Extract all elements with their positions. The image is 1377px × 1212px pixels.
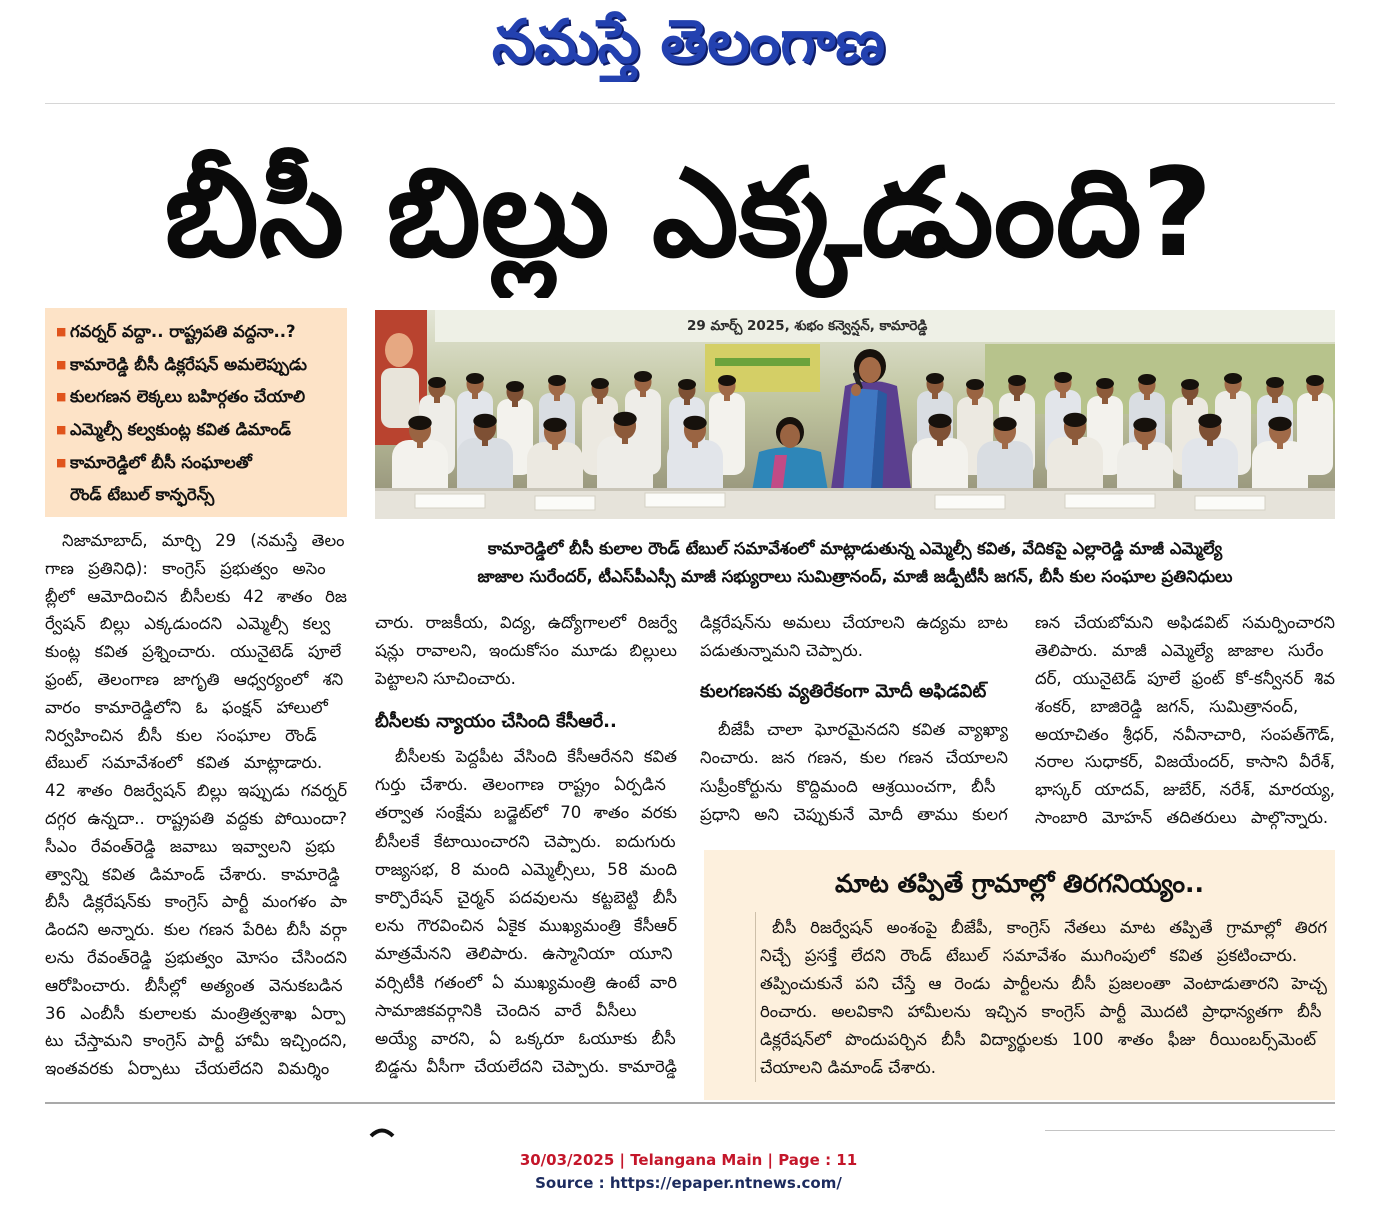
text-line: 36 ఎంబీసీ కులాలకు మంత్రిత్వశాఖ ఏర్పా: [45, 1003, 346, 1023]
text-line: తప్పించుకునే పని చేస్తే ఆ రెండు పార్టీలను బీసీ ప్రజలంతా వెంటాడుతారని హెచ్చ: [760, 974, 1327, 993]
text-line: బీసీలకు పెద్దపీట వేసింది కేసీఆరేనని కవిత: [395, 747, 677, 766]
text-line: బీసీ డిక్లరేషన్‌కు కాంగ్రెస్ పార్టీ మంగళం పా: [45, 892, 347, 912]
footer-edition-line: 30/03/2025 | Telangana Main | Page : 11: [519, 1151, 858, 1169]
photo-banner-text: 29 మార్చ్ 2025, శుభం కన్వెన్షన్, కామారెడ్డి: [687, 318, 928, 334]
text-line: శంకర్, బాజిరెడ్డి జగన్, సుమిత్రానంద్,: [1035, 696, 1299, 716]
sidebar-text: [760, 914, 1327, 1082]
photo-backdrop-panel-stripe: [715, 358, 810, 366]
article-column-2-top: [375, 609, 677, 693]
photo-person-hair: [1181, 379, 1199, 390]
top-divider: [45, 103, 1335, 104]
photo-person-hair: [1198, 414, 1221, 428]
photo-person-hair: [506, 381, 524, 392]
caption-line: జాజాల సురేందర్, టీఎస్‌పీఎస్సీ మాజీ సభ్యురాలు సుమిత్రానంద్, మాజీ జడ్పీటీసీ జగన్, బీసీ కుల సంఘాల ప్రతినిధులు: [477, 567, 1233, 586]
sidebar-box: [704, 850, 1335, 1100]
square-bullet-icon: [56, 319, 68, 345]
article-column-2-bottom: [375, 743, 677, 1081]
speaker-hand: [851, 384, 861, 396]
photo-paper: [1065, 494, 1155, 508]
next-article-divider: [1045, 1130, 1335, 1131]
photo-table-edge: [375, 488, 1335, 491]
cropped-glyph-fragment: [368, 1124, 396, 1138]
text-line: ఆరోపించారు. బీసీల్లో అత్యంత వెనుకబడిన: [45, 975, 343, 995]
highlight-text: కామారెడ్డిలో బీసీ సంఘాలతో: [70, 453, 252, 472]
square-bullet-icon: [56, 352, 68, 378]
text-line: టేబుల్ సమావేశంలో కవిత మాట్లాడారు.: [45, 753, 323, 773]
highlights-box: [45, 308, 347, 517]
text-line: బీసీ రిజర్వేషన్ అంశంపై బీజేపీ, కాంగ్రెస్ నేతలు మాట తప్పితే గ్రామాల్లో తిరగ: [772, 918, 1327, 937]
photo-person-hair: [473, 414, 496, 428]
photo-person-hair: [466, 373, 484, 384]
text-line: దర్, యునైటెడ్ పూలే ఫ్రంట్ కో-కన్వీనర్ శివ: [1035, 668, 1335, 688]
highlight-item-continuation: [45, 482, 347, 508]
photo-person-hair: [1266, 377, 1284, 388]
text-line: కుంట్ల కవిత ప్రశ్నించారు. యునైటెడ్ పూలే: [45, 642, 342, 662]
text-line: ప్రధాని అని చెప్పుకునే మోదీ తాము కులగ: [700, 804, 1008, 824]
photo-person-hair: [1268, 417, 1291, 431]
masthead-logo: నమస్తే తెలంగాణ: [491, 7, 886, 77]
text-line: గుర్తు చేశారు. తెలంగాణ రాష్ట్రం ఏర్పడిన: [375, 775, 666, 795]
text-line: సుప్రీంకోర్టును కొద్దిమంది ఆశ్రయించగా, బీసీ: [700, 776, 996, 796]
text-line: పెట్టాలని సూచించారు.: [375, 669, 516, 688]
photo-table: [375, 488, 1335, 519]
photo-person-hair: [591, 378, 609, 389]
text-line: లను రేవంత్‌రెడ్డి ప్రభుత్వం మోసం చేసిందని: [45, 947, 347, 967]
highlight-item: [45, 352, 347, 378]
photo-person-hair: [613, 412, 636, 426]
sidebar-title: మాట తప్పితే గ్రామాల్లో తిరగనియ్యం..: [834, 869, 1204, 898]
highlight-item: [45, 450, 347, 476]
text-line: బీజేపీ చాలా ఘోరమైనదని కవిత వ్యాఖ్యా: [718, 720, 1008, 739]
photo-paper: [935, 495, 1005, 509]
photo-person-hair: [1096, 378, 1114, 389]
photo-person-hair: [926, 373, 944, 384]
photo-paper: [645, 493, 725, 507]
highlight-item: [45, 384, 347, 410]
text-line: 42 శాతం రిజర్వేషన్ బిల్లు ఇప్పుడు గవర్నర్: [45, 781, 347, 801]
highlight-text: కులగణన లెక్కలు బహిర్గతం చేయాలి: [70, 387, 306, 406]
photo-paper: [1195, 496, 1265, 510]
highlight-text: రౌండ్ టేబుల్ కాన్ఫరెన్స్: [70, 485, 215, 504]
text-line: గాణ ప్రతినిధి): కాంగ్రెస్ ప్రభుత్వం అసెం: [45, 558, 326, 578]
text-line: తర్వాత సంక్షేమ బడ్జెట్‌లో 70 శాతం వరకు: [375, 803, 677, 823]
text-line: అయ్యే వారని, ఏ ఒక్కరూ ఓయూకు బీసీ: [375, 1028, 676, 1048]
bottom-divider: [45, 1102, 1335, 1104]
text-line: నరాల సుధాకర్, విజయేందర్, కాసాని వీరేశ్,: [1035, 752, 1335, 772]
poster-figure: [385, 333, 413, 367]
photo-person-hair: [408, 416, 431, 430]
photo-person-hair: [678, 379, 696, 390]
text-line: డిక్లరేషన్‌లో పొందుపర్చిన బీసీ విద్యార్థులకు 100 శాతం ఫీజు రీయింబర్స్‌మెంట్: [760, 1030, 1317, 1049]
footer-source-line: Source : https://epaper.ntnews.com/: [535, 1174, 842, 1192]
headline: బీసీ బిల్లు ఎక్కడుంది?: [164, 142, 1213, 284]
text-line: ఫ్రంట్, తెలంగాణ జాగృతి ఆధ్వర్యంలో శని: [45, 669, 344, 689]
text-line: వర్సిటీకి గతంలో ఏ ముఖ్యమంత్రి ఉంటే వారి: [375, 972, 677, 992]
photo-person-hair: [1224, 373, 1242, 384]
text-line: టు చేస్తామని కాంగ్రెస్ పార్టీ హామీ ఇచ్చిందని,: [45, 1031, 347, 1051]
photo-person-hair: [1306, 375, 1324, 386]
photo-person-hair: [634, 371, 652, 382]
text-line: పడుతున్నామని చెప్పారు.: [700, 641, 863, 660]
highlight-text: గవర్నర్ వద్దా.. రాష్ట్రపతి వద్దనా..?: [70, 322, 296, 341]
photo-person-hair: [1138, 374, 1156, 385]
text-line: నిర్వహించిన బీసీ కుల సంఘాల రౌండ్: [45, 725, 317, 745]
text-line: నిజామాబాద్, మార్చి 29 (నమస్తే తెలం: [62, 531, 345, 550]
text-line: కార్పొరేషన్ చైర్మన్ పదవులను కట్టబెట్టి బీసీ: [375, 887, 677, 907]
text-line: సామాజికవర్గానికి చెందిన వారే వీసీలు: [375, 1000, 637, 1020]
photo-person-hair: [683, 416, 706, 430]
photo-person-hair: [1054, 372, 1072, 383]
text-line: భాస్కర్ యాదవ్, జుబేర్, నరేశ్, మారయ్య,: [1035, 780, 1335, 800]
photo-person-hair: [1133, 418, 1156, 432]
text-line: డిక్లరేషన్‌ను అమలు చేయాలని ఉద్యమ బాట: [700, 613, 1008, 632]
photo-person-hair: [548, 375, 566, 386]
text-line: ణన చేయబోమని అఫిడవిట్ సమర్పించారని: [1035, 613, 1335, 632]
text-line: తెలిపారు. మాజీ ఎమ్మెల్యే జాజాల సురేం: [1035, 640, 1324, 660]
text-line: రించారు. అలవికాని హామీలను ఇచ్చిన కాంగ్రెస్ పార్టీ మొదటి ప్రాధాన్యతగా బీసీ: [760, 1002, 1322, 1021]
speaker-face: [859, 357, 881, 383]
square-bullet-icon: [56, 417, 68, 443]
caption-line: కామారెడ్డిలో బీసీ కులాల రౌండ్ టేబుల్ సమావేశంలో మాట్లాడుతున్న ఎమ్మెల్సీ కవిత, వేదికపై ఎల్లారెడ్డి మాజీ ఎమ్మెల్యే: [487, 539, 1223, 558]
subheading-modi-affidavit: కులగణనకు వ్యతిరేకంగా మోదీ అఫిడవిట్: [700, 681, 987, 702]
text-line: బిడ్డను వీసీగా చేయలేదని చెప్పారు. కామారెడ్డి: [375, 1057, 677, 1077]
text-line: నిచ్చే ప్రసక్తే లేదని రౌండ్ టేబుల్ సమావేశం ముగింపులో కవిత ప్రకటించారు.: [760, 946, 1298, 965]
text-line: షన్లు రావాలని, ఇందుకోసం మూడు బిల్లులు: [375, 641, 677, 660]
text-line: చారు. రాజకీయ, విద్య, ఉద్యోగాలలో రిజర్వే: [375, 613, 677, 632]
photo-paper: [535, 496, 595, 510]
text-line: అయాచితం శ్రీధర్, నవీనాచారి, సంపత్‌గౌడ్,: [1035, 724, 1335, 744]
seated-woman-face: [780, 424, 800, 448]
article-column-1: [45, 527, 347, 1083]
photo-person-hair: [428, 377, 446, 388]
photo-person-hair: [966, 379, 984, 390]
article-column-3-bottom: [700, 716, 1008, 829]
text-line: త్వాన్ని కవిత డిమాండ్ చేశారు. కామారెడ్డి: [45, 864, 340, 884]
square-bullet-icon: [56, 450, 68, 476]
text-line: లను గౌరవించిన ఏకైక ముఖ్యమంత్రి కేసీఆర్: [375, 916, 677, 936]
highlight-text: ఎమ్మెల్సీ కల్వకుంట్ల కవిత డిమాండ్: [70, 420, 291, 439]
photo-person-hair: [1008, 375, 1026, 386]
text-line: వారం కామారెడ్డిలోని ఓ ఫంక్షన్ హాలులో: [45, 697, 328, 717]
text-line: రాజ్యసభ, 8 మంది ఎమ్మెల్సీలు, 58 మంది: [375, 859, 677, 879]
photo-person-hair: [993, 417, 1016, 431]
article-photo: [375, 310, 1335, 519]
subheading-kcr: బీసీలకు న్యాయం చేసింది కేసీఆరే..: [375, 711, 617, 732]
text-line: బ్లీలో ఆమోదించిన బీసీలకు 42 శాతం రిజ: [45, 586, 347, 606]
highlight-text: కామారెడ్డి బీసీ డిక్లరేషన్ అమలెప్పుడు: [70, 355, 307, 374]
text-line: మాత్రమేనని తెలిపారు. ఉస్మానియా యూని: [375, 944, 673, 964]
photo-person-hair: [543, 418, 566, 432]
text-line: నించారు. జన గణన, కుల గణన చేయాలని: [700, 748, 1008, 768]
photo-paper: [415, 494, 485, 508]
article-column-3-top: [700, 609, 1008, 665]
photo-illustration: [375, 310, 1335, 519]
text-line: ర్వేషన్ బిల్లు ఎక్కడుందని ఎమ్మెల్సీ కల్వ: [45, 614, 331, 634]
photo-caption: [375, 535, 1335, 591]
text-line: ఇంతవరకు ఏర్పాటు చేయలేదని విమర్శిం: [45, 1059, 330, 1079]
photo-person-hair: [928, 414, 951, 428]
highlight-item: [45, 319, 347, 345]
text-line: సాంబారి మోహన్ తదితరులు పాల్గొన్నారు.: [1035, 808, 1329, 828]
article-column-4: [1035, 609, 1335, 832]
square-bullet-icon: [56, 384, 68, 410]
photo-person-hair: [1063, 413, 1086, 427]
text-line: చేయాలని డిమాండ్ చేశారు.: [760, 1058, 937, 1077]
text-line: దగ్గర ఉన్నదా.. రాష్ట్రపతి వద్దకు పోయిందా?: [45, 808, 347, 828]
text-line: సీఎం రేవంత్‌రెడ్డి జవాబు ఇవ్వాలని ప్రభు: [45, 836, 336, 856]
sidebar-divider: [755, 912, 756, 1082]
text-line: డిందని అన్నారు. కుల గణన పేరిట బీసీ వర్గా: [45, 920, 347, 940]
cropped-glyph-stroke: [371, 1131, 393, 1137]
highlight-item: [45, 417, 347, 443]
text-line: బీసీలకే కేటాయించారని చెప్పారు. ఐదుగురు: [375, 831, 676, 851]
photo-person-hair: [718, 375, 736, 386]
